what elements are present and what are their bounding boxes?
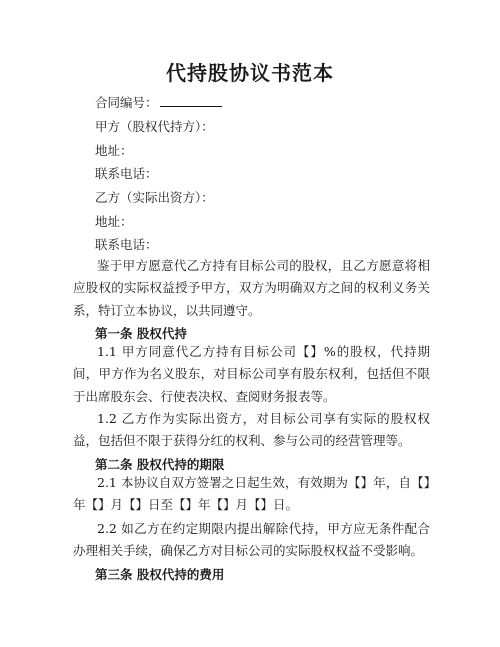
contract-number-blank (160, 94, 222, 107)
article-2-heading: 第二条 股权代持的期限 (95, 457, 225, 472)
party-a-address-label: 地址： (95, 143, 133, 158)
article-3-heading: 第三条 股权代持的费用 (95, 567, 225, 582)
clause-2-2: 2.2 如乙方在约定期限内提出解除代持，甲方应无条件配合办理相关手续，确保乙方对目标公司的实际股权权益不受影响。 (73, 521, 430, 559)
party-b-label: 乙方（实际出资方）： (95, 190, 214, 205)
party-a-phone-label: 联系电话： (95, 166, 158, 181)
document-title: 代持股协议书范本 (166, 61, 334, 85)
contract-number-label: 合同编号： (95, 95, 158, 110)
article-1-heading: 第一条 股权代持 (95, 326, 187, 341)
party-b-phone-label: 联系电话： (95, 237, 158, 252)
party-b-address-label: 地址： (95, 214, 133, 229)
clause-1-2: 1.2 乙方作为实际出资方，对目标公司享有实际的股权权益，包括但不限于获得分红的权利、参与公司的经营管理等。 (73, 411, 430, 449)
clause-2-1: 2.1 本协议自双方签署之日起生效，有效期为【】年，自【】年【】月【】日至【】年【】月【】日。 (73, 475, 430, 513)
intro-paragraph: 鉴于甲方愿意代乙方持有目标公司的股权，且乙方愿意将相应股权的实际权益授予甲方，双方为明确双方之间的权利义务关系，特订立本协议，以共同遵守。 (73, 258, 430, 318)
party-a-label: 甲方（股权代持方）： (95, 119, 214, 134)
clause-1-1: 1.1 甲方同意代乙方持有目标公司【】%的股权，代持期间，甲方作为名义股东，对目标公司享有股东权利，包括但不限于出席股东会、行使表决权、查阅财务报表等。 (73, 344, 430, 404)
contract-number-line (95, 94, 222, 112)
